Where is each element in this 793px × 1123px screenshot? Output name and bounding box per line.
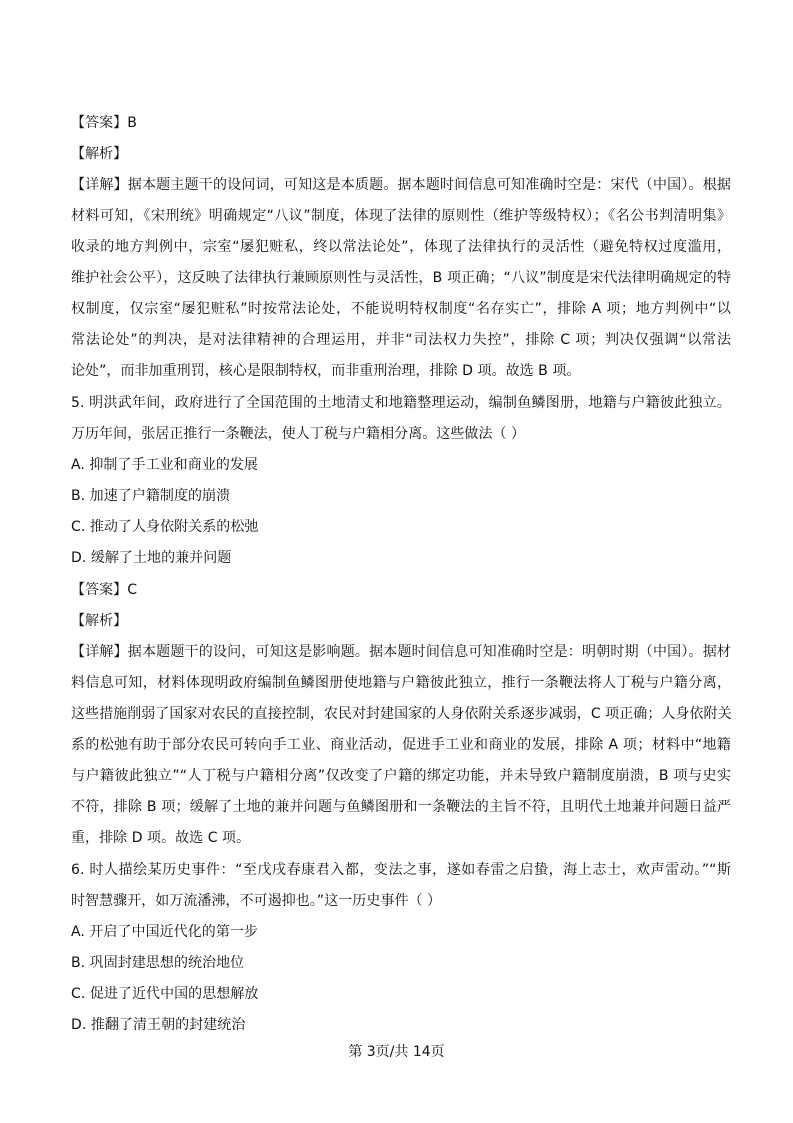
q4-detail-line: 材料可知，《宋刑统》明确规定“八议”制度，体现了法律的原则性（维护等级特权）；《名公书判清明集》 (71, 208, 731, 224)
q4-detail-line: 维护社会公平），这反映了法律执行兼顾原则性与灵活性，B 项正确；“八议”制度是宋代法律明确规定的特 (71, 270, 731, 286)
q6-option-a: A. 开启了中国近代化的第一步 (71, 924, 258, 940)
q5-detail-line: 这些措施削弱了国家对农民的直接控制，农民对封建国家的人身依附关系逐步减弱，C 项正确；人身依附关 (71, 706, 732, 722)
q5-stem-line: 万历年间，张居正推行一条鞭法，使人丁税与户籍相分离。这些做法（ ） (71, 426, 526, 442)
q6-option-d: D. 推翻了清王朝的封建统治 (71, 1017, 246, 1033)
q5-detail-line: 重，排除 D 项。故选 C 项。 (71, 830, 251, 846)
q4-detail-line: 权制度，仅宗室“屡犯赃私”时按常法论处，不能说明特权制度“名存实亡”，排除 A 项；地方判例中“以 (71, 301, 731, 317)
q5-option-c: C. 推动了人身依附关系的松弛 (71, 519, 259, 535)
q5-analysis-heading: 【解析】 (71, 613, 128, 629)
q5-option-b: B. 加速了户籍制度的崩溃 (71, 488, 231, 504)
q4-answer: 【答案】B (71, 115, 137, 131)
q6-option-c: C. 促进了近代中国的思想解放 (71, 986, 259, 1002)
q5-stem-line: 5. 明洪武年间，政府进行了全国范围的土地清丈和地籍整理运动，编制鱼鳞图册，地籍与户籍彼此独立。 (71, 395, 731, 411)
q5-option-a: A. 抑制了手工业和商业的发展 (71, 457, 258, 473)
page-number-footer: 第 3页/共 14页 (348, 1044, 445, 1060)
q5-detail-line: 【详解】据本题题干的设问，可知这是影响题。据本题时间信息可知准确时空是：明朝时期（中国）。据材 (71, 644, 731, 660)
q5-detail-line: 与户籍彼此独立”“人丁税与户籍相分离”仅改变了户籍的绑定功能，并未导致户籍制度崩溃，B 项与史实 (71, 768, 731, 784)
q5-answer: 【答案】C (71, 582, 138, 598)
q5-detail-line: 系的松弛有助于部分农民可转向手工业、商业活动，促进手工业和商业的发展，排除 A 项；材料中“地籍 (71, 737, 731, 753)
q4-detail-line: 常法论处”的判决，是对法律精神的合理运用，并非“司法权力失控”，排除 C 项；判决仅强调“以常法 (71, 332, 731, 348)
q4-detail-line: 【详解】据本题主题干的设问词，可知这是本质题。据本题时间信息可知准确时空是：宋代（中国）。根据 (71, 177, 731, 193)
q4-analysis-heading: 【解析】 (71, 146, 128, 162)
q5-option-d: D. 缓解了土地的兼并问题 (71, 550, 232, 566)
q4-detail-line: 收录的地方判例中，宗室“屡犯赃私，终以常法论处”，体现了法律执行的灵活性（避免特权过度滥用， (71, 239, 731, 255)
q5-detail-line: 不符，排除 B 项；缓解了土地的兼并问题与鱼鳞图册和一条鞭法的主旨不符，且明代土地兼并问题日益严 (71, 799, 731, 815)
q6-stem-line: 时智慧骤开，如万流潘沸，不可遏抑也。”这一历史事件（ ） (71, 893, 442, 909)
q6-stem-line: 6. 时人描绘某历史事件：“至戊戌春康君入都，变法之事，遂如春雷之启蛰，海上志士，欢声雷动。”“斯 (71, 862, 731, 878)
q4-detail-line: 论处”，而非加重刑罚，核心是限制特权，而非重刑治理，排除 D 项。故选 B 项。 (71, 363, 581, 379)
q5-detail-line: 料信息可知，材料体现明政府编制鱼鳞图册使地籍与户籍彼此独立，推行一条鞭法将人丁税与户籍分离， (71, 675, 731, 691)
q6-option-b: B. 巩固封建思想的统治地位 (71, 955, 245, 971)
